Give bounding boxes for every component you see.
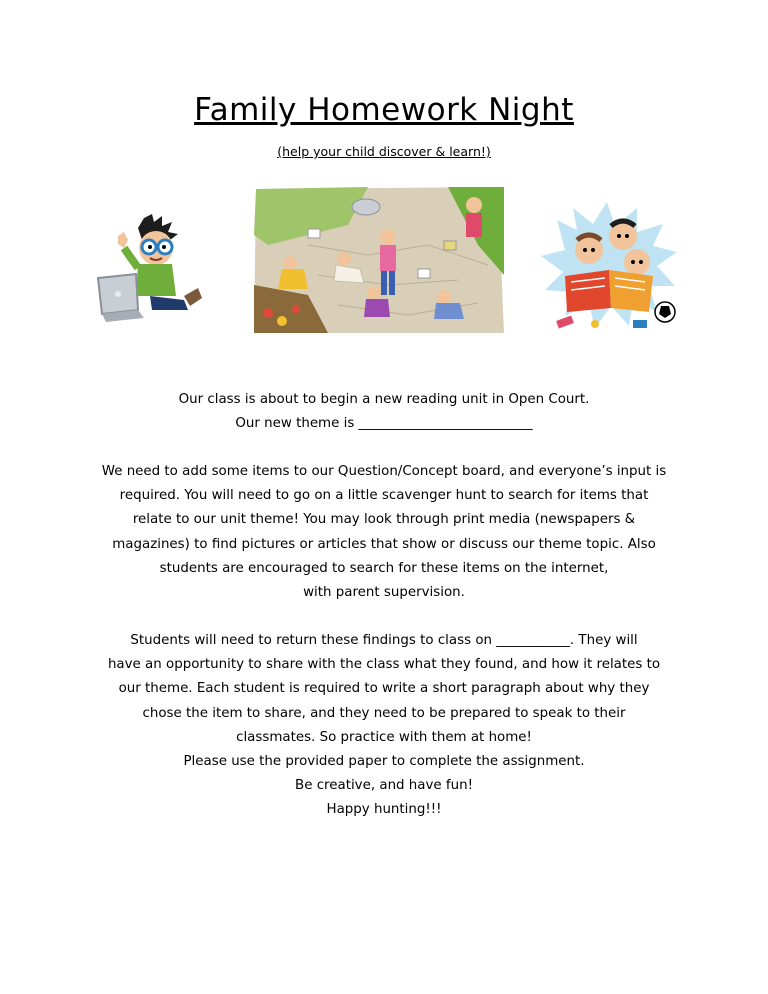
- paragraph-2: [60, 629, 708, 823]
- paragraph-2-line: classmates. So practice with them at home!: [236, 729, 532, 745]
- intro-line-1: Our class is about to begin a new reading unit in Open Court.: [178, 392, 590, 407]
- paragraph-2-line: chose the item to share, and they need to be prepared to speak to their: [142, 705, 626, 721]
- page-title: Family Homework Night: [194, 92, 574, 128]
- boy-with-laptop-illustration: [92, 214, 204, 326]
- paragraph-1-line: with parent supervision.: [303, 585, 465, 601]
- intro-block: [60, 388, 708, 436]
- paragraph-1-line: relate to our unit theme! You may look through print media (newspapers &: [132, 512, 636, 528]
- paragraph-2-line: Be creative, and have fun!: [295, 778, 473, 794]
- paragraph-2-line: our theme. Each student is required to write a short paragraph about why they: [118, 681, 650, 697]
- paragraph-1-line: magazines) to find pictures or articles that show or discuss our theme topic. Also: [112, 536, 656, 552]
- paragraph-1: [60, 460, 708, 605]
- paragraph-2-line: have an opportunity to share with the class what they found, and how it relates to: [107, 657, 661, 673]
- paragraph-1-line: We need to add some items to our Question/Concept board, and everyone’s input is: [101, 464, 667, 479]
- paragraph-2-line: Students will need to return these findings to class on ___________. They will: [130, 633, 638, 648]
- intro-line-2: Our new theme is __________________________: [235, 416, 533, 432]
- children-scavenger-hunt-illustration: [248, 185, 508, 335]
- paragraph-2-line: Please use the provided paper to complete the assignment.: [183, 754, 585, 770]
- page-subtitle: (help your child discover & learn!): [277, 144, 491, 159]
- paragraph-2-line: Happy hunting!!!: [326, 802, 442, 818]
- paragraph-1-line: required. You will need to go on a little scavenger hunt to search for items that: [119, 488, 649, 504]
- paragraph-1-line: students are encouraged to search for these items on the internet,: [159, 560, 609, 576]
- kids-reading-book-illustration: [537, 200, 683, 340]
